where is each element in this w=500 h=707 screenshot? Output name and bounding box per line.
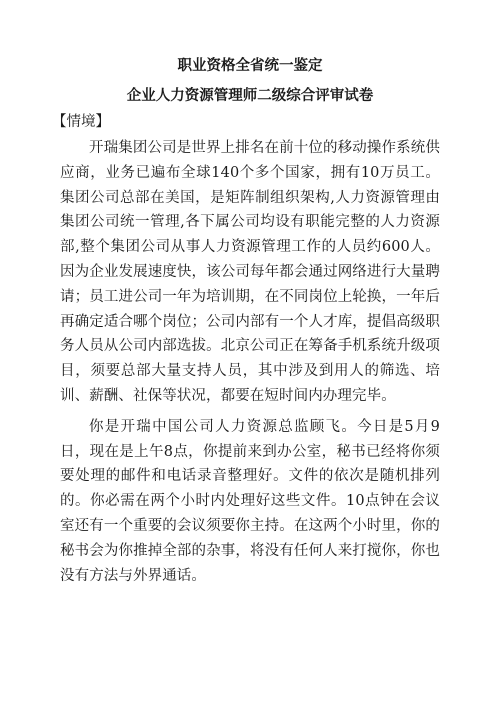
section-label: 【情境】: [52, 114, 110, 130]
document-title: 职业资格全省统一鉴定: [177, 57, 323, 74]
scenario-paragraph-2: 你是开瑞中国公司人力资源总监顾飞。今日是5月9日，现在是上午8点，你提前来到办公室，秘书已经将你须要处理的邮件和电话录音整理好。文件的依次是随机排列的。你必需在两个小时内处理好这些文件。10点钟在会议室还有一个重要的会议须要你主持。在这两个小时里，你的秘书会为你推掉全部的杂事，将没有任何人来打搅你，你也没有方法与外界通话。: [60, 418, 440, 584]
document-subtitle: 企业人力资源管理师二级综合评审试卷: [126, 87, 374, 104]
scenario-paragraph-1: 开瑞集团公司是世界上排名在前十位的移动操作系统供应商，业务已遍布全球140个多个国家，拥有10万员工。集团公司总部在美国，是矩阵制组织架构,人力资源管理由集团公司统一管理,各下属公司均设有职能完整的人力资源部,整个集团公司从事人力资源管理工作的人员约600人。因为企业发展速度快，该公司每年都会通过网络进行大量聘请；员工进公司一年为培训期，在不同岗位上轮换，一年后再确定适合哪个岗位；公司内部有一个人才库，提倡高级职务人员从公司内部选拔。北京公司正在筹备手机系统升级项目，须要总部大量支持人员，其中涉及到用人的筛选、培训、薪酬、社保等状况，都要在短时间内办理完毕。: [60, 140, 440, 404]
